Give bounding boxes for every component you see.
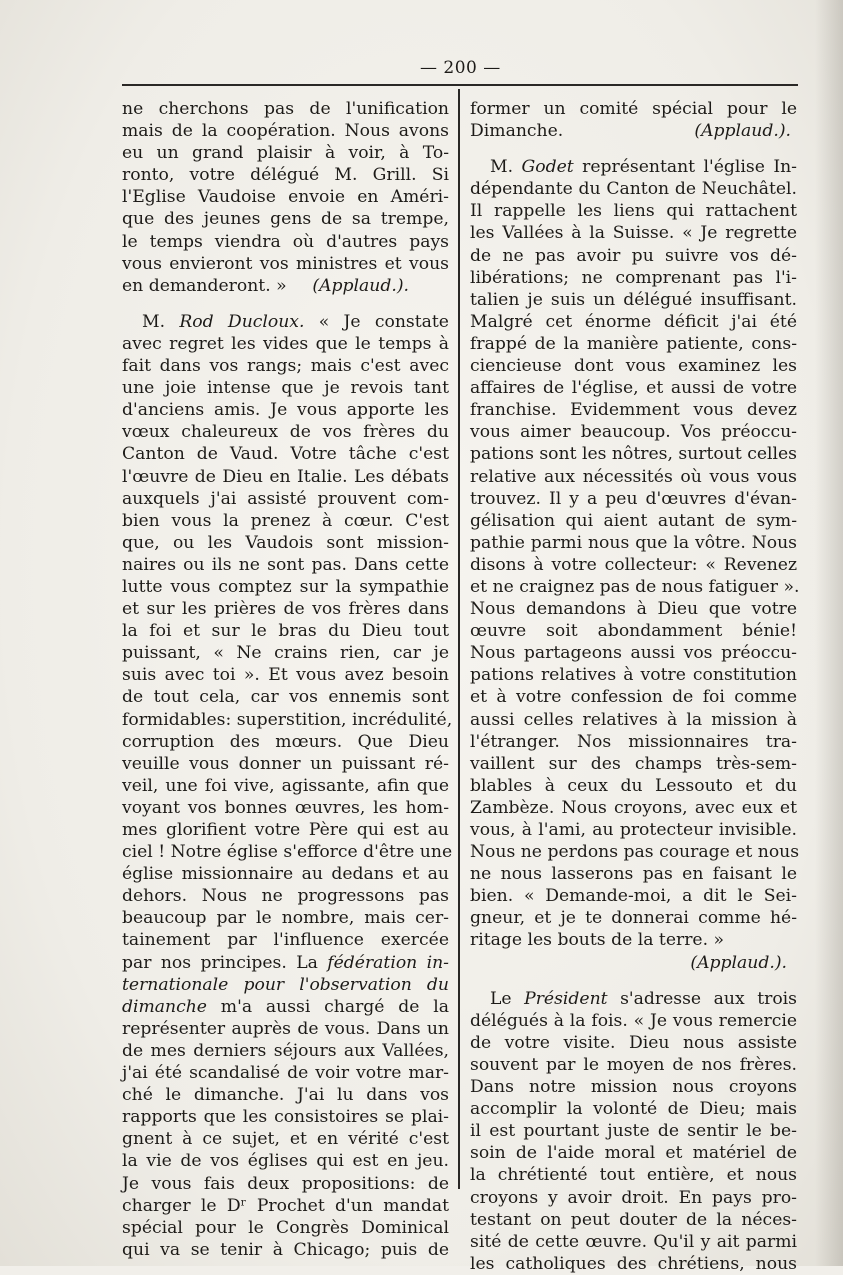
left-column — [122, 98, 453, 1261]
text-line: ciencieuse dont vous examinez les — [470, 356, 797, 377]
text-line: bien. « Demande-moi, a dit le Sei- — [470, 886, 797, 907]
text-line: Il rappelle les liens qui rattachent — [470, 201, 797, 222]
line-text: par nos principes. La — [122, 952, 318, 973]
text-line: trouvez. Il y a peu d'œuvres d'évan- — [470, 488, 797, 509]
text-line: ché le dimanche. J'ai lu dans vos — [122, 1085, 449, 1106]
line-text: représentant l'église In- — [582, 157, 797, 178]
line-text: s'adresse aux trois — [620, 988, 797, 1009]
text-line: les catholiques des chrétiens, nous — [470, 1253, 797, 1274]
text-line: testant on peut douter de la néces- — [470, 1209, 797, 1230]
text-line: rapports que les consistoires se plai- — [122, 1107, 449, 1128]
text-line: bien vous la prenez à cœur. C'est — [122, 510, 449, 531]
text-line: pations relatives à votre constitution — [470, 665, 797, 686]
text-line: vous aimer beaucoup. Vos préoccu- — [470, 422, 797, 443]
paragraph-gap — [122, 297, 449, 311]
text-line: pations sont les nôtres, surtout celles — [470, 444, 797, 465]
text-line: Canton de Vaud. Votre tâche c'est — [122, 444, 449, 465]
paragraph-gap — [470, 974, 797, 988]
text-line: puissant, « Ne crains rien, car je — [122, 643, 449, 664]
text-line: gélisation qui aient autant de sym- — [470, 510, 797, 531]
speaker-prefix: M. — [490, 157, 514, 178]
text-line — [122, 952, 449, 974]
italic-title: fédération in- — [327, 952, 449, 973]
text-line: voyant vos bonnes œuvres, les hom- — [122, 797, 449, 818]
text-line: sité de cette œuvre. Qu'il y ait parmi — [470, 1231, 797, 1252]
text-line — [470, 988, 797, 1010]
text-line: gnent à ce sujet, et en vérité c'est — [122, 1129, 449, 1150]
text-line: Zambèze. Nous croyons, avec eux et — [470, 797, 797, 818]
text-line: d'anciens amis. Je vous apporte les — [122, 400, 449, 421]
text-line: talien je suis un délégué insuffisant. — [470, 289, 797, 310]
text-line: que, ou les Vaudois sont mission- — [122, 532, 449, 553]
text-line — [470, 120, 797, 142]
text-line: aussi celles relatives à la mission à — [470, 709, 797, 730]
text-line: beaucoup par le nombre, mais cer- — [122, 908, 449, 929]
text-line: et sur les prières de vos frères dans — [122, 599, 449, 620]
text-line: Nous partageons aussi vos préoccu- — [470, 643, 797, 664]
text-line: accomplir la volonté de Dieu; mais — [470, 1099, 797, 1120]
text-line: Malgré cet énorme déficit j'ai été — [470, 311, 797, 332]
text-line: vaillent sur des champs très-sem- — [470, 753, 797, 774]
right-column — [470, 98, 800, 1275]
text-line: formidables: superstition, incrédulité, — [122, 709, 453, 730]
text-line: veuille vous donner un puissant ré- — [122, 753, 449, 774]
text-line: ritage les bouts de la terre. » — [470, 930, 725, 951]
text-line: vœux chaleureux de vos frères du — [122, 422, 449, 443]
speaker-name: Rod Ducloux. — [179, 311, 305, 332]
text-line: naires ou ils ne sont pas. Dans cette — [122, 554, 449, 575]
speaker-name: Godet — [521, 157, 574, 178]
text-line: église missionnaire au dedans et au — [122, 864, 449, 885]
text-line: relative aux nécessités où vous vous — [470, 466, 797, 487]
text-line: spécial pour le Congrès Dominical — [122, 1217, 449, 1238]
text-line: affaires de l'église, et aussi de votre — [470, 378, 797, 399]
speaker-prefix: M. — [142, 311, 166, 332]
text-line: frappé de la manière patiente, cons- — [470, 333, 797, 354]
text-line: former un comité spécial pour le — [470, 99, 797, 119]
text-line: croyons y avoir droit. En pays pro- — [470, 1187, 797, 1208]
paragraph — [122, 98, 449, 297]
text-line: qui va se tenir à Chicago; puis de — [122, 1239, 449, 1260]
speaker-prefix: Le — [490, 988, 512, 1009]
text-line: Nous demandons à Dieu que votre — [470, 599, 797, 620]
text-line: la chrétienté tout entière, et nous — [470, 1165, 797, 1186]
text-line: que des jeunes gens de sa trempe, — [122, 209, 449, 230]
paragraph — [122, 311, 453, 1261]
line-text: en demanderont. » — [122, 275, 287, 296]
text-line: et à votre confession de foi comme — [470, 687, 797, 708]
italic-title: dimanche — [122, 996, 207, 1017]
page-number: — 200 — — [420, 58, 501, 78]
text-line: lutte vous comptez sur la sympathie — [122, 576, 449, 597]
text-line — [122, 996, 449, 1018]
text-line: suis avec toi ». Et vous avez besoin — [122, 665, 449, 686]
text-line: mais de la coopération. Nous avons — [122, 121, 449, 142]
text-line: le temps viendra où d'autres pays — [122, 231, 449, 252]
text-line: vous envieront vos ministres et vous — [122, 253, 449, 274]
text-line: la vie de vos églises qui est en jeu. — [122, 1151, 449, 1172]
text-line: de mes derniers séjours aux Vallées, — [122, 1040, 449, 1061]
text-line: Je vous fais deux propositions: de — [122, 1173, 449, 1194]
line-text: m'a aussi chargé de la — [220, 996, 449, 1017]
text-line: corruption des mœurs. Que Dieu — [122, 731, 449, 752]
paragraph — [470, 156, 800, 973]
text-line: ronto, votre délégué M. Grill. Si — [122, 165, 449, 186]
text-line: fait dans vos rangs; mais c'est avec — [122, 356, 449, 377]
text-line: ne nous lasserons pas en faisant le — [470, 864, 797, 885]
text-line: franchise. Evidemment vous devez — [470, 400, 797, 421]
text-line: délégués à la fois. « Je vous remercie — [470, 1010, 797, 1031]
text-line: veil, une foi vive, agissante, afin que — [122, 775, 449, 796]
text-line: les Vallées à la Suisse. « Je regrette — [470, 223, 797, 244]
text-line: charger le Dʳ Prochet d'un mandat — [122, 1195, 449, 1216]
text-line — [470, 952, 797, 974]
text-line: blables à ceux du Lessouto et du — [470, 775, 797, 796]
line-text: « Je constate — [318, 311, 449, 332]
paragraph-gap — [470, 142, 797, 156]
text-line: une joie intense que je revois tant — [122, 378, 449, 399]
text-line — [470, 156, 797, 178]
header-rule — [122, 84, 798, 86]
text-line: mes glorifient votre Père qui est au — [122, 820, 449, 840]
applause-note: (Applaud.). — [690, 952, 787, 973]
text-line: de tout cela, car vos ennemis sont — [122, 687, 449, 708]
text-line: gneur, et je te donnerai comme hé- — [470, 908, 797, 929]
text-line: libérations; ne comprenant pas l'i- — [470, 267, 797, 288]
text-line — [122, 311, 449, 333]
text-line: eu un grand plaisir à voir, à To- — [122, 143, 449, 164]
text-line: et ne craignez pas de nous fatiguer ». — [470, 576, 800, 597]
text-line: de votre visite. Dieu nous assiste — [470, 1032, 797, 1053]
text-line — [122, 275, 449, 297]
page-edge-shadow — [815, 0, 843, 1266]
speaker-name: Président — [524, 988, 608, 1009]
text-line: de ne pas avoir pu suivre vos dé- — [470, 245, 797, 266]
text-line: ne cherchons pas de l'unification — [122, 99, 449, 119]
text-line: vous, à l'ami, au protecteur invisible. — [470, 820, 797, 840]
text-line: l'Eglise Vaudoise envoie en Améri- — [122, 187, 449, 208]
text-line: Dans notre mission nous croyons — [470, 1077, 797, 1098]
text-line: il est pourtant juste de sentir le be- — [470, 1121, 797, 1142]
paragraph — [470, 988, 797, 1275]
text-line: ciel ! Notre église s'efforce d'être une — [122, 842, 453, 863]
applause-note: (Applaud.). — [312, 275, 409, 296]
text-line: soin de l'aide moral et matériel de — [470, 1143, 797, 1164]
text-line: la foi et sur le bras du Dieu tout — [122, 621, 449, 642]
text-line: œuvre soit abondamment bénie! — [470, 621, 797, 642]
text-line: Nous ne perdons pas courage et nous — [470, 842, 800, 863]
text-line: dehors. Nous ne progressons pas — [122, 886, 449, 907]
line-text: Dimanche. — [470, 121, 564, 142]
text-line — [122, 974, 449, 996]
text-line: auxquels j'ai assisté prouvent com- — [122, 488, 449, 509]
text-line: disons à votre collecteur: « Revenez — [470, 554, 797, 575]
paragraph — [470, 98, 797, 142]
text-line: j'ai été scandalisé de voir votre mar- — [122, 1063, 449, 1084]
text-line: représenter auprès de vous. Dans un — [122, 1018, 449, 1039]
column-divider — [458, 89, 460, 1189]
text-line: dépendante du Canton de Neuchâtel. — [470, 179, 797, 200]
applause-note: (Applaud.). — [694, 121, 791, 142]
italic-title: ternationale pour l'observation du — [122, 974, 449, 995]
text-line: tainement par l'influence exercée — [122, 930, 449, 951]
text-line: pathie parmi nous que la vôtre. Nous — [470, 532, 797, 553]
text-line: l'œuvre de Dieu en Italie. Les débats — [122, 466, 449, 487]
text-line: avec regret les vides que le temps à — [122, 333, 449, 354]
text-line: l'étranger. Nos missionnaires tra- — [470, 731, 797, 752]
text-line: souvent par le moyen de nos frères. — [470, 1054, 797, 1075]
